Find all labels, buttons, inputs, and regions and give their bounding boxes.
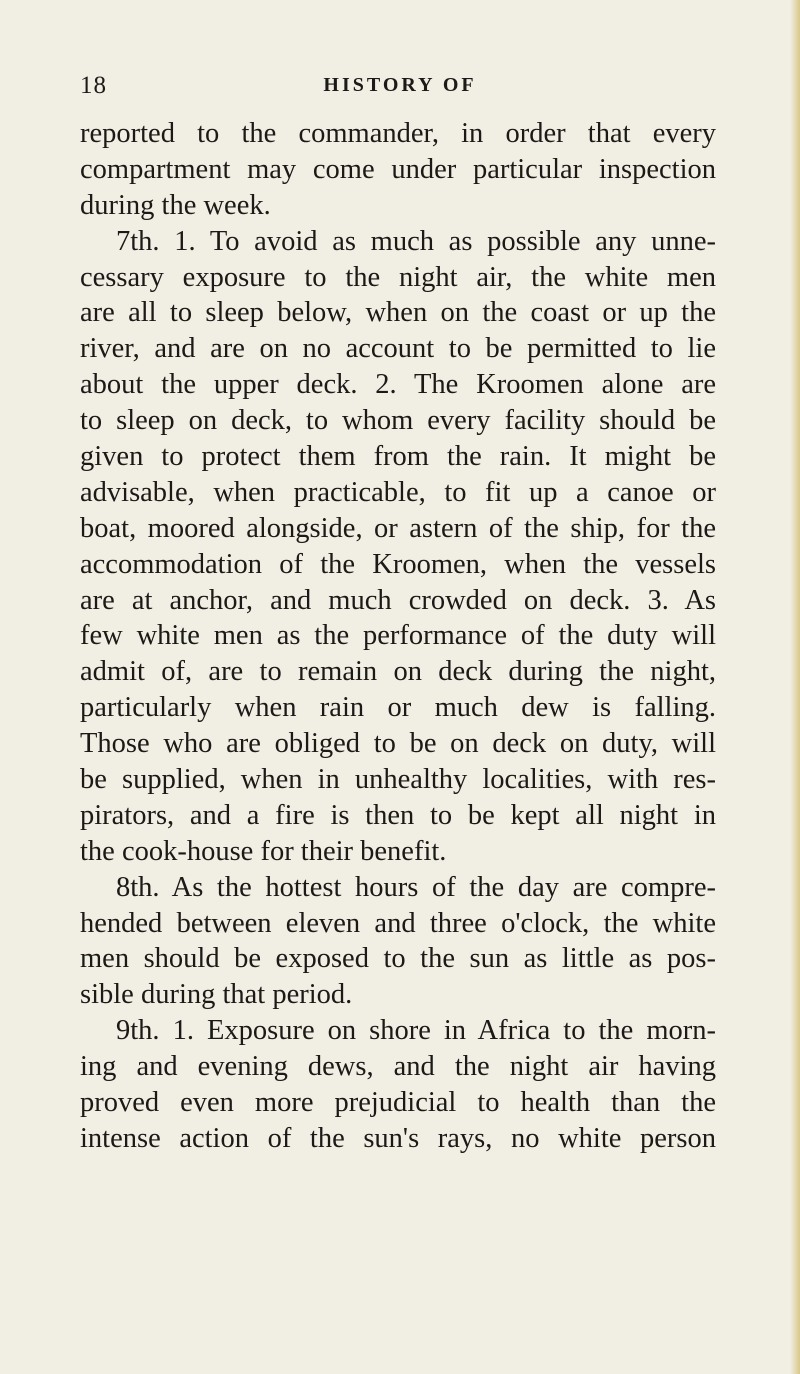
text-line: 7th. 1. To avoid as much as possible any unne- — [116, 225, 716, 257]
running-title: HISTORY OF — [323, 74, 477, 96]
text-line: reported to the commander, in order that every — [80, 118, 716, 149]
body-text — [80, 116, 716, 1157]
text-line: sible during that period. — [80, 979, 353, 1011]
page-number: 18 — [80, 72, 107, 99]
text-line: 8th. As the hottest hours of the day are compre- — [116, 871, 716, 903]
text-line: hended between eleven and three o'clock, the white — [80, 907, 716, 939]
text-line: river, and are on no account to be permitted to lie — [80, 333, 716, 365]
text-line: the cook-house for their benefit. — [80, 835, 447, 867]
text-line: ing and evening dews, and the night air having — [80, 1051, 716, 1083]
text-line: intense action of the sun's rays, no white person — [80, 1122, 716, 1154]
page-edge-shadow — [790, 0, 800, 1374]
text-line: men should be exposed to the sun as little as pos- — [80, 943, 716, 975]
text-line: advisable, when practicable, to fit up a canoe or — [80, 476, 716, 508]
text-line: admit of, are to remain on deck during the night, — [80, 656, 716, 688]
page-header — [80, 72, 720, 108]
text-line: are at anchor, and much crowded on deck. 3. As — [80, 584, 716, 616]
text-line: pirators, and a fire is then to be kept all night in — [80, 799, 716, 831]
text-line: boat, moored alongside, or astern of the ship, for the — [80, 512, 716, 544]
text-line: be supplied, when in unhealthy localities, with res- — [80, 764, 716, 796]
text-line: particularly when rain or much dew is falling. — [80, 692, 716, 724]
text-line: 9th. 1. Exposure on shore in Africa to the morn- — [116, 1015, 716, 1047]
text-line: few white men as the performance of the duty will — [80, 620, 716, 652]
text-line: given to protect them from the rain. It might be — [80, 441, 716, 473]
text-line: to sleep on deck, to whom every facility should be — [80, 405, 716, 437]
text-line: are all to sleep below, when on the coast or up the — [80, 297, 716, 329]
text-line: compartment may come under particular inspection — [80, 153, 716, 185]
text-line: proved even more prejudicial to health than the — [80, 1087, 716, 1119]
text-line: about the upper deck. 2. The Kroomen alone are — [80, 369, 716, 401]
text-line: during the week. — [80, 189, 271, 221]
text-line: Those who are obliged to be on deck on duty, will — [80, 728, 716, 760]
text-line: accommodation of the Kroomen, when the vessels — [80, 548, 716, 580]
text-line: cessary exposure to the night air, the white men — [80, 261, 716, 293]
